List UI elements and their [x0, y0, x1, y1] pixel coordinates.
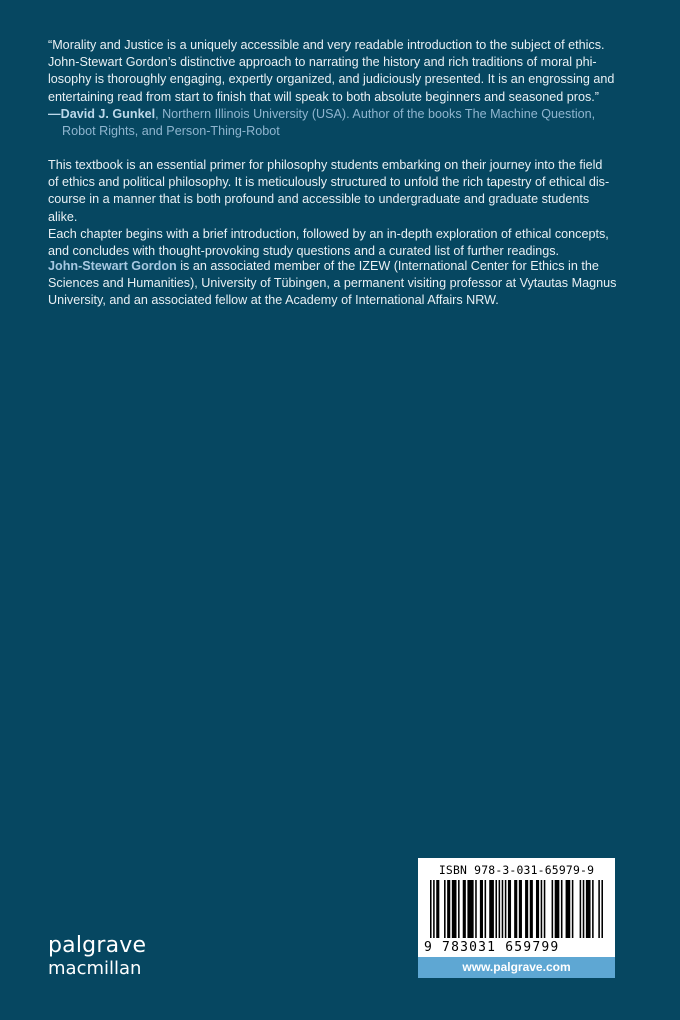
barcode-bar [552, 880, 554, 938]
barcode-bar [598, 880, 600, 938]
barcode-digits: 9 783031 659799 [424, 940, 560, 955]
barcode-bar [444, 880, 446, 938]
barcode-bar [541, 880, 543, 938]
barcode-bar [566, 880, 571, 938]
barcode-bar [544, 880, 546, 938]
barcode-bar [495, 880, 497, 938]
barcode-bar [447, 880, 450, 938]
isbn-barcode [418, 858, 615, 957]
publisher-logo [48, 935, 168, 979]
barcode-bar [467, 880, 473, 938]
barcode-bar [430, 880, 432, 938]
barcode-bar [525, 880, 528, 938]
publisher-logo-line2: macmillan [48, 958, 142, 979]
publisher-logo-line1: palgrave [48, 933, 147, 958]
description-line: This textbook is an essential primer for philosophy students embarking on their journey into the field [48, 158, 603, 172]
barcode-bar [519, 880, 522, 938]
barcode-bar [475, 880, 477, 938]
description-line: of ethics and political philosophy. It is meticulously structured to unfold the rich tapestry of ethical dis- [48, 175, 610, 190]
description-line: course in a manner that is both profound and accessible to undergraduate and graduate students alike. [48, 192, 590, 224]
attribution-affiliation: , Northern Illinois University (USA). Author of the books The Machine Question, [155, 106, 596, 121]
barcode-bar [572, 880, 574, 938]
bio-line: Sciences and Humanities), University of Tübingen, a permanent visiting professor at Vytautas Magnus [48, 276, 617, 291]
book-description [48, 157, 618, 260]
barcode-bar [502, 880, 504, 938]
barcode-bar [463, 880, 466, 938]
barcode-bar [514, 880, 517, 938]
barcode-bar [433, 880, 435, 938]
barcode-bar [436, 880, 439, 938]
barcode-bar [530, 880, 533, 938]
barcode-bar [580, 880, 582, 938]
attribution-dash: — [48, 106, 61, 121]
barcode-bar [601, 880, 603, 938]
barcode-bar [452, 880, 457, 938]
description-line: and concludes with thought-provoking study questions and a curated list of further readings. [48, 244, 560, 259]
bio-line-rest: is an associated member of the IZEW (International Center for Ethics in the [176, 259, 599, 273]
barcode-bar [458, 880, 460, 938]
barcode-bars [430, 880, 603, 942]
barcode-bar [555, 880, 560, 938]
author-bio [48, 258, 618, 310]
barcode-bar [505, 880, 507, 938]
attribution-author-name: David J. Gunkel [60, 106, 156, 121]
barcode-bar [583, 880, 585, 938]
endorsement-quote [48, 37, 618, 140]
author-name: John-Stewart Gordon [48, 259, 177, 273]
publisher-url: www.palgrave.com [418, 957, 615, 978]
isbn-label: ISBN 978-3-031-65979-9 [438, 863, 595, 877]
barcode-bar [561, 880, 563, 938]
barcode-bar [499, 880, 501, 938]
quote-line: “Morality and Justice is a uniquely accessible and very readable introduction to the subject of ethics. [48, 38, 605, 52]
quote-line: John-Stewart Gordon’s distinctive approach to narrating the history and rich traditions of moral phi- [48, 55, 597, 70]
quote-attribution [48, 106, 618, 140]
description-line: Each chapter begins with a brief introduction, followed by an in-depth exploration of ethical concepts, [48, 226, 609, 241]
barcode-bar [489, 880, 494, 938]
quote-line: entertaining read from start to finish that will speak to both absolute beginners and seasoned pros.” [48, 89, 599, 104]
barcode-bar [508, 880, 511, 938]
quote-line: losophy is thoroughly engaging, expertly organized, and judiciously presented. It is an engrossing and [48, 72, 615, 87]
barcode-bar [480, 880, 483, 938]
attribution-continuation: Robot Rights, and Person-Thing-Robot [62, 124, 280, 139]
barcode-bar [536, 880, 539, 938]
barcode-bar [592, 880, 594, 938]
barcode-bar [485, 880, 487, 938]
bio-line: University, and an associated fellow at the Academy of International Affairs NRW. [48, 293, 499, 308]
barcode-bar [586, 880, 591, 938]
bio-line [48, 258, 618, 275]
